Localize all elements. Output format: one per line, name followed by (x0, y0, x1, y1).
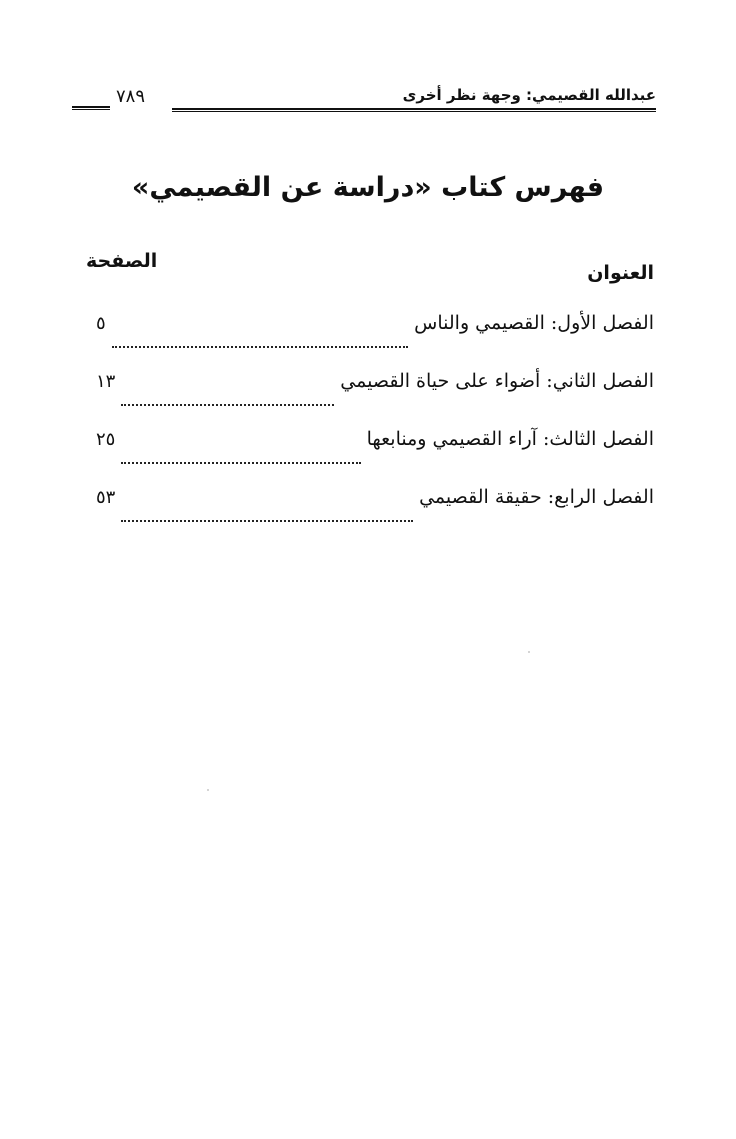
toc-entry-page: ٢٥ (96, 429, 116, 450)
column-header-page: الصفحة (86, 250, 158, 272)
dot-leader (121, 462, 360, 464)
toc-entry-label: الفصل الرابع: حقيقة القصيمي (419, 486, 654, 508)
toc-entry-label: الفصل الثاني: أضواء على حياة القصيمي (340, 370, 654, 392)
header-rule (172, 108, 656, 112)
toc-entry (96, 370, 654, 428)
toc-entry-page: ٥ (96, 313, 106, 334)
dot-leader (112, 346, 408, 348)
toc-entry (96, 312, 654, 370)
scan-speck (528, 651, 530, 653)
toc-entry-page: ٥٣ (96, 487, 116, 508)
column-header-title: العنوان (587, 262, 654, 284)
toc-entry (96, 486, 654, 544)
dot-leader (121, 404, 334, 406)
index-title: فهرس كتاب «دراسة عن القصيمي» (131, 172, 605, 203)
toc-entry-page: ١٣ (96, 371, 116, 392)
header-rule-short (72, 106, 110, 110)
toc-entry-label: الفصل الأول: القصيمي والناس (414, 312, 654, 334)
toc-entry-label: الفصل الثالث: آراء القصيمي ومنابعها (366, 428, 654, 450)
scan-speck (207, 789, 209, 791)
table-of-contents (96, 312, 654, 544)
toc-entry (96, 428, 654, 486)
dot-leader (121, 520, 413, 522)
page-number: ٧٨٩ (116, 86, 146, 107)
running-header-title: عبدالله القصيمي: وجهة نظر أخرى (402, 86, 656, 104)
running-header (72, 82, 656, 118)
